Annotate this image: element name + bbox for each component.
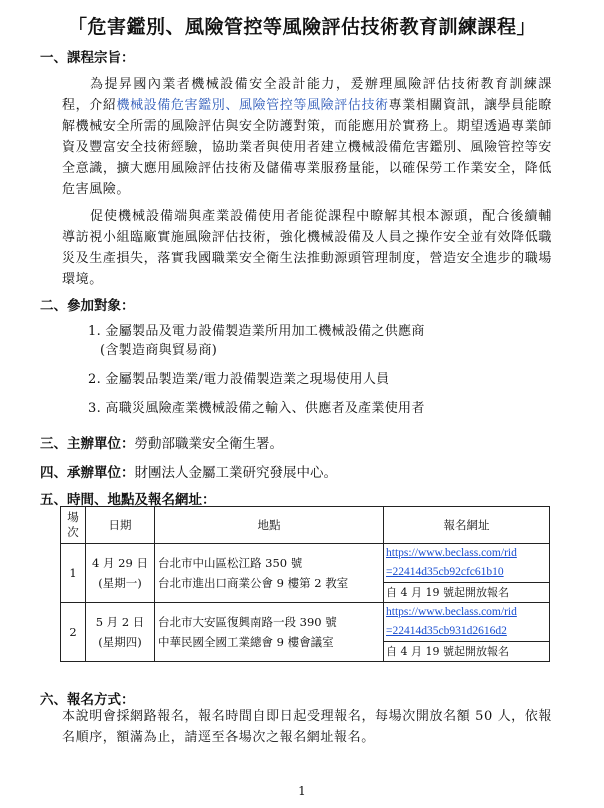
session-date [86, 544, 155, 603]
section-organizer [40, 432, 283, 452]
section-contractor [40, 461, 337, 481]
contractor-heading: 四、承辦單位： [40, 465, 135, 481]
session-registration [384, 603, 550, 662]
registration-paragraph: 本說明會採網路報名，報名時間自即日起受理報名，每場次開放名額 50 人，依報名順序，額滿為止，請逕至各場次之報名網址報名。 [62, 709, 552, 745]
table-header-row [61, 507, 550, 544]
session-date-weekday: (星期一) [98, 576, 142, 590]
registration-link-continued[interactable]: =22414d35cb92cfc61b10 [386, 566, 504, 578]
header-url: 報名網址 [384, 507, 550, 544]
session-number: 1 [61, 544, 86, 603]
section-audience-heading: 二、參加對象： [40, 298, 135, 314]
session-date-day: 4 月 29 日 [92, 556, 148, 570]
table-row [61, 603, 550, 662]
audience-item-1-subtext: (含製造商與貿易商) [100, 343, 218, 358]
registration-link[interactable]: https://www.beclass.com/rid [386, 606, 517, 618]
page-number: 1 [298, 784, 306, 798]
registration-open-date: 自 4 月 19 號起開放報名 [384, 582, 549, 602]
session-place [155, 603, 384, 662]
session-address: 台北市大安區復興南路一段 390 號 [158, 615, 337, 629]
session-address: 台北市中山區松江路 350 號 [158, 556, 303, 570]
audience-item-2: 2. 金屬製品製造業/電力設備製造業之現場使用人員 [88, 372, 390, 387]
audience-item-1 [88, 322, 425, 360]
registration-link-continued[interactable]: =22414d35cb931d2616d2 [386, 625, 507, 637]
section-schedule-heading: 五、時間、地點及報名網址： [40, 492, 216, 508]
session-registration [384, 544, 550, 603]
section-registration-heading: 六、報名方式： [40, 692, 135, 708]
table-row [61, 544, 550, 603]
session-date-day: 5 月 2 日 [95, 615, 145, 629]
purpose-paragraph-1 [62, 74, 552, 200]
purpose-p1-highlight: 機械設備危害鑑別、風險管控等風險評估技術 [116, 98, 389, 113]
session-date-weekday: (星期四) [98, 635, 142, 649]
header-date: 日期 [86, 507, 155, 544]
session-number: 2 [61, 603, 86, 662]
registration-link[interactable]: https://www.beclass.com/rid [386, 547, 517, 559]
purpose-paragraph-2: 促使機械設備端與產業設備使用者能從課程中瞭解其根本源頭，配合後續輔導訪視小組臨廠實施風險評估技術，強化機械設備及人員之操作安全並有效降低職災及生產損失，落實我國職業安全衛生法推動源頭管理制度，營造安全進步的職場環境。 [62, 209, 552, 287]
purpose-p1-text-end: 專業相關資訊，讓學員能瞭解機械安全所需的風險評估與安全防護對策，而能應用於實務上。期望透過專業師資及豐富安全技術經驗，協助業者與使用者建立機械設備危害鑑別、風險管控等安全意識，擴大應用風險評估技術及儲備專業服務量能，以確保勞工作業安全，降低危害風險。 [62, 98, 552, 197]
purpose-p1-text-start: 為提昇國內業者機械設備安全設計能力，爰辦理風險評估技術教育訓練課程，介紹 [62, 77, 552, 113]
header-session: 場次 [61, 507, 86, 544]
session-venue: 台北市進出口商業公會 9 樓第 2 教室 [158, 576, 349, 590]
session-venue: 中華民國全國工業總會 9 樓會議室 [158, 635, 334, 649]
document-title: 「危害鑑別、風險管控等風險評估技術教育訓練課程」 [67, 16, 536, 38]
header-place: 地點 [155, 507, 384, 544]
session-date [86, 603, 155, 662]
organizer-heading: 三、主辦單位： [40, 436, 135, 452]
audience-item-3: 3. 高職災風險產業機械設備之輸入、供應者及產業使用者 [88, 401, 425, 416]
organizer-value: 勞動部職業安全衛生署。 [134, 436, 283, 452]
contractor-value: 財團法人金屬工業研究發展中心。 [134, 465, 337, 481]
registration-open-date: 自 4 月 19 號起開放報名 [384, 641, 549, 661]
session-place [155, 544, 384, 603]
schedule-table [60, 506, 550, 662]
section-purpose-heading: 一、課程宗旨： [40, 50, 135, 66]
audience-item-1-text: 1. 金屬製品及電力設備製造業所用加工機械設備之供應商 [88, 324, 425, 339]
